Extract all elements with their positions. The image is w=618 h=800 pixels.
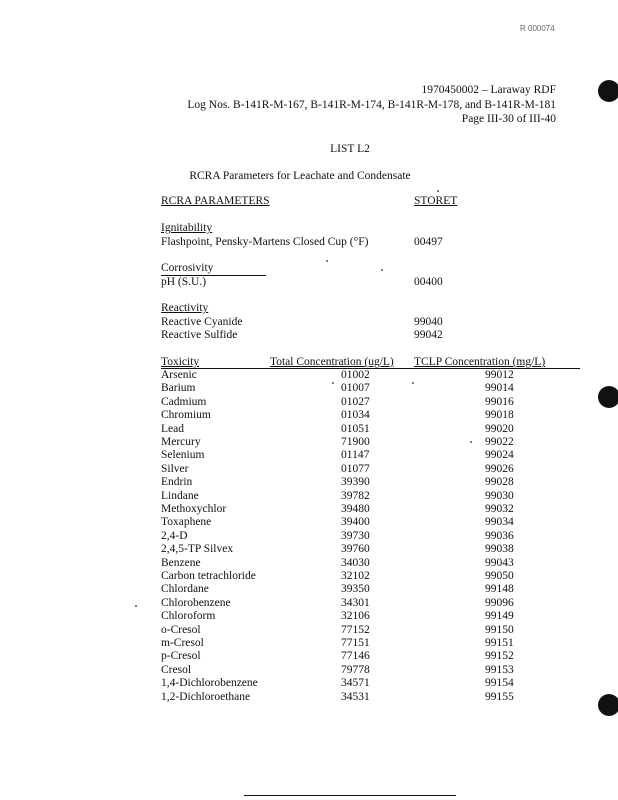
table-row bbox=[0, 570, 618, 583]
table-row bbox=[0, 597, 618, 610]
list-subtitle: RCRA Parameters for Leachate and Condensate bbox=[189, 170, 411, 182]
total-storet: 77146 bbox=[341, 650, 370, 663]
parameter-name: Arsenic bbox=[161, 369, 197, 381]
tclp-storet: 99032 bbox=[485, 503, 514, 515]
total-storet: 01147 bbox=[341, 449, 370, 462]
parameter-name: Endrin bbox=[161, 476, 193, 489]
tclp-storet: 99150 bbox=[485, 623, 514, 636]
total-storet: 39400 bbox=[341, 516, 370, 529]
tclp-storet: 99036 bbox=[485, 529, 514, 542]
scan-speck bbox=[470, 441, 472, 443]
tclp-storet: 99014 bbox=[485, 382, 514, 395]
parameter-name: 2,4,5-TP Silvex bbox=[161, 543, 234, 556]
parameter-name: Barium bbox=[161, 382, 196, 395]
storet-header: STORET bbox=[414, 195, 458, 207]
parameter-name: Methoxychlor bbox=[161, 503, 227, 515]
scan-speck bbox=[135, 605, 137, 607]
header-log-numbers: Log Nos. B-141R-M-167, B-141R-M-174, B-141R-M-178, and B-141R-M-181 bbox=[187, 99, 556, 111]
parameter-name: Cadmium bbox=[161, 395, 207, 408]
total-storet: 01077 bbox=[341, 462, 370, 475]
bottom-rule bbox=[244, 795, 456, 796]
total-storet: 39782 bbox=[341, 489, 370, 502]
table-row bbox=[0, 543, 618, 556]
parameter-name: Chlorobenzene bbox=[161, 596, 231, 609]
reactivity-heading: Reactivity bbox=[161, 302, 209, 314]
header-site: 1970450002 – Laraway RDF bbox=[421, 84, 556, 96]
scan-speck bbox=[412, 382, 414, 384]
table-row bbox=[0, 557, 618, 570]
parameter-name: m-Cresol bbox=[161, 637, 204, 649]
total-storet: 34301 bbox=[341, 596, 370, 609]
total-storet: 39390 bbox=[341, 476, 370, 489]
tclp-storet: 99034 bbox=[485, 516, 514, 529]
ph-name: pH (S.U.) bbox=[161, 276, 207, 288]
header-page-number: Page III-30 of III-40 bbox=[461, 113, 556, 125]
tclp-storet: 99153 bbox=[485, 663, 514, 676]
parameter-name: Selenium bbox=[161, 449, 205, 462]
tclp-storet: 99151 bbox=[485, 637, 514, 649]
tclp-storet: 99024 bbox=[485, 449, 514, 462]
parameter-name: Lindane bbox=[161, 489, 199, 502]
tclp-storet: 99155 bbox=[485, 690, 514, 703]
tclp-storet: 99016 bbox=[485, 395, 514, 408]
page-stamp: R 000074 bbox=[520, 24, 555, 33]
table-row bbox=[0, 463, 618, 476]
reactive-sulfide-name: Reactive Sulfide bbox=[161, 329, 238, 341]
table-row bbox=[0, 369, 618, 382]
tclp-storet: 99043 bbox=[485, 556, 514, 569]
parameter-name: p-Cresol bbox=[161, 650, 201, 663]
total-storet: 34571 bbox=[341, 677, 370, 690]
table-row bbox=[0, 583, 618, 596]
punch-hole bbox=[598, 80, 618, 102]
total-storet: 34531 bbox=[341, 690, 370, 703]
tclp-storet: 99148 bbox=[485, 583, 514, 596]
table-row bbox=[0, 396, 618, 409]
total-storet: 01002 bbox=[341, 369, 370, 381]
total-storet: 01027 bbox=[341, 395, 370, 408]
tclp-storet: 99152 bbox=[485, 650, 514, 663]
tclp-storet: 99018 bbox=[485, 409, 514, 422]
table-row bbox=[0, 691, 618, 704]
total-storet: 77152 bbox=[341, 623, 370, 636]
total-storet: 77151 bbox=[341, 637, 370, 649]
parameter-name: Lead bbox=[161, 422, 184, 435]
total-storet: 34030 bbox=[341, 556, 370, 569]
tclp-storet: 99022 bbox=[485, 436, 514, 448]
total-storet: 01051 bbox=[341, 422, 370, 435]
flashpoint-storet: 00497 bbox=[414, 236, 443, 248]
table-row bbox=[0, 382, 618, 395]
tclp-storet: 99020 bbox=[485, 422, 514, 435]
total-storet: 01007 bbox=[341, 382, 370, 395]
list-title: LIST L2 bbox=[330, 143, 370, 155]
total-storet: 01034 bbox=[341, 409, 370, 422]
parameter-name: Chlordane bbox=[161, 583, 209, 596]
tclp-concentration-header: TCLP Concentration (mg/L) bbox=[414, 356, 546, 368]
corrosivity-heading: Corrosivity bbox=[161, 262, 214, 274]
table-row bbox=[0, 423, 618, 436]
parameter-name: Carbon tetrachloride bbox=[161, 570, 256, 582]
ignitability-heading: Ignitability bbox=[161, 222, 213, 234]
ph-storet: 00400 bbox=[414, 276, 443, 288]
tclp-storet: 99026 bbox=[485, 462, 514, 475]
table-row bbox=[0, 610, 618, 623]
total-storet: 79778 bbox=[341, 663, 370, 676]
table-row bbox=[0, 476, 618, 489]
reactive-sulfide-storet: 99042 bbox=[414, 329, 443, 341]
total-storet: 39730 bbox=[341, 529, 370, 542]
table-row bbox=[0, 677, 618, 690]
table-row bbox=[0, 516, 618, 529]
total-concentration-header: Total Concentration (ug/L) bbox=[270, 356, 394, 368]
tclp-storet: 99038 bbox=[485, 543, 514, 556]
total-storet: 39480 bbox=[341, 503, 370, 515]
table-row bbox=[0, 449, 618, 462]
tclp-storet: 99030 bbox=[485, 489, 514, 502]
tclp-storet: 99096 bbox=[485, 596, 514, 609]
parameter-name: Chromium bbox=[161, 409, 211, 422]
table-row bbox=[0, 503, 618, 516]
total-storet: 71900 bbox=[341, 436, 370, 448]
toxicity-heading: Toxicity bbox=[161, 356, 200, 368]
tclp-storet: 99012 bbox=[485, 369, 514, 381]
scan-speck bbox=[381, 269, 383, 271]
total-storet: 39350 bbox=[341, 583, 370, 596]
flashpoint-name: Flashpoint, Pensky-Martens Closed Cup (°F) bbox=[161, 236, 369, 248]
rcra-parameters-header: RCRA PARAMETERS bbox=[161, 195, 270, 207]
parameter-name: Cresol bbox=[161, 663, 192, 676]
parameter-name: Toxaphene bbox=[161, 516, 212, 529]
parameter-name: Chloroform bbox=[161, 610, 216, 623]
parameter-name: 1,2-Dichloroethane bbox=[161, 690, 251, 703]
tclp-storet: 99154 bbox=[485, 677, 514, 690]
scan-speck bbox=[332, 382, 334, 384]
table-row bbox=[0, 637, 618, 650]
tclp-storet: 99149 bbox=[485, 610, 514, 623]
parameter-name: 1,4-Dichlorobenzene bbox=[161, 677, 258, 690]
parameter-name: Benzene bbox=[161, 556, 201, 569]
table-row bbox=[0, 664, 618, 677]
table-row bbox=[0, 409, 618, 422]
tclp-storet: 99050 bbox=[485, 570, 514, 582]
parameter-name: 2,4-D bbox=[161, 529, 188, 542]
total-storet: 39760 bbox=[341, 543, 370, 556]
parameter-name: o-Cresol bbox=[161, 623, 201, 636]
table-row bbox=[0, 650, 618, 663]
table-row bbox=[0, 436, 618, 449]
scan-speck bbox=[437, 190, 439, 192]
parameter-name: Silver bbox=[161, 462, 189, 475]
table-row bbox=[0, 490, 618, 503]
table-row bbox=[0, 624, 618, 637]
reactive-cyanide-storet: 99040 bbox=[414, 316, 443, 328]
scan-speck bbox=[326, 260, 328, 262]
reactive-cyanide-name: Reactive Cyanide bbox=[161, 316, 243, 328]
table-row bbox=[0, 530, 618, 543]
parameter-name: Mercury bbox=[161, 436, 201, 448]
total-storet: 32106 bbox=[341, 610, 370, 623]
total-storet: 32102 bbox=[341, 570, 370, 582]
tclp-storet: 99028 bbox=[485, 476, 514, 489]
